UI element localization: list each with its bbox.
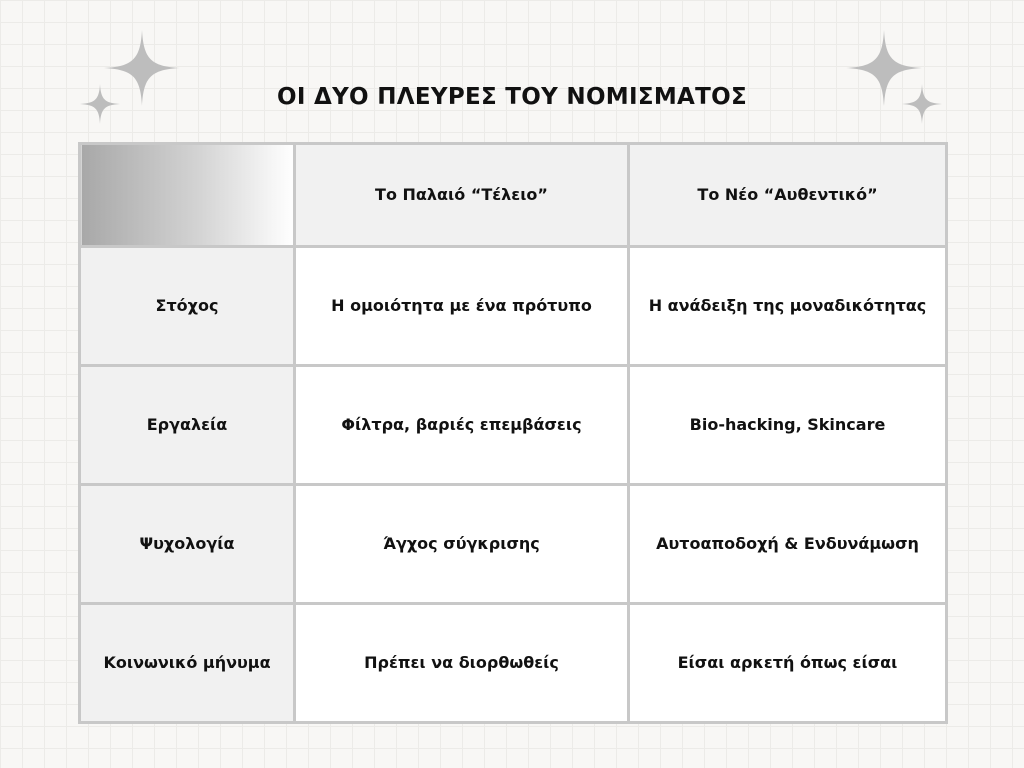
row-label-social-message: Κοινωνικό μήνυμα xyxy=(80,603,295,722)
row-label-psychology: Ψυχολογία xyxy=(80,484,295,603)
table-cell-old: Πρέπει να διορθωθείς xyxy=(295,603,629,722)
table-row xyxy=(80,603,947,722)
table-cell-old: Η ομοιότητα με ένα πρότυπο xyxy=(295,246,629,365)
row-label-tools: Εργαλεία xyxy=(80,365,295,484)
table-row xyxy=(80,484,947,603)
page-title: ΟΙ ΔΥΟ ΠΛΕΥΡΕΣ ΤΟΥ ΝΟΜΙΣΜΑΤΟΣ xyxy=(276,84,748,110)
table-cell-new: Η ανάδειξη της μοναδικότητας xyxy=(629,246,947,365)
table-row xyxy=(80,365,947,484)
comparison-table xyxy=(78,142,948,724)
table-cell-new: Bio-hacking, Skincare xyxy=(629,365,947,484)
table-cell-old: Άγχος σύγκρισης xyxy=(295,484,629,603)
table-corner-cell xyxy=(80,144,295,247)
table-header-row xyxy=(80,144,947,247)
table-cell-old: Φίλτρα, βαριές επεμβάσεις xyxy=(295,365,629,484)
table-cell-new: Είσαι αρκετή όπως είσαι xyxy=(629,603,947,722)
table-cell-new: Αυτοαποδοχή & Ενδυνάμωση xyxy=(629,484,947,603)
column-header-new: Το Νέο “Αυθεντικό” xyxy=(629,144,947,247)
column-header-old: Το Παλαιό “Τέλειο” xyxy=(295,144,629,247)
row-label-goal: Στόχος xyxy=(80,246,295,365)
table-row xyxy=(80,246,947,365)
